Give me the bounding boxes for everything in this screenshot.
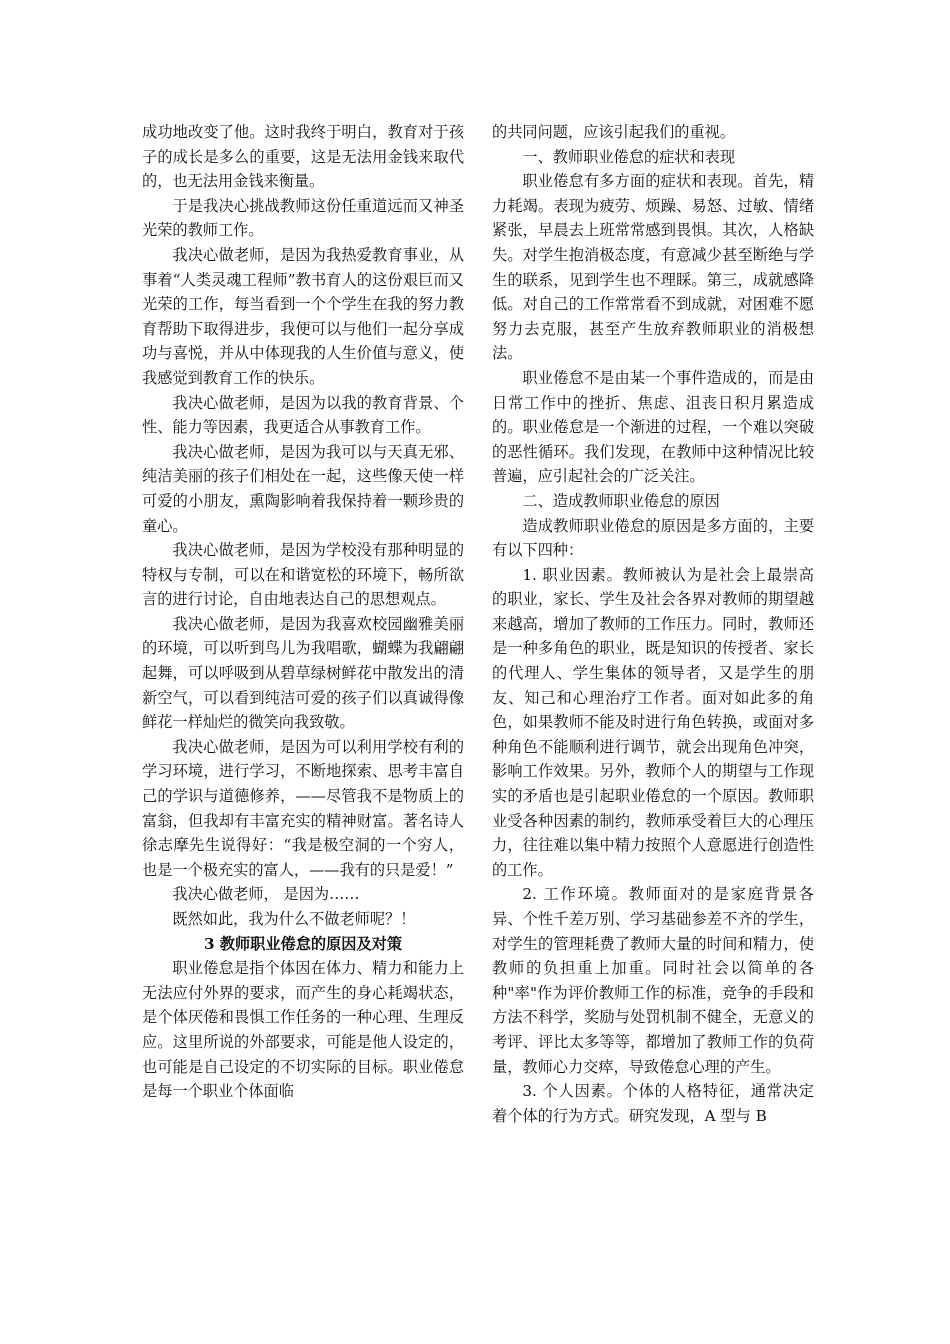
paragraph: 3. 个人因素。个体的人格特征，通常决定着个体的行为方式。研究发现，A 型与 B [492, 1082, 814, 1125]
paragraph: 我决心做老师，是因为我喜欢校园幽雅美丽的环境，可以听到鸟儿为我唱歌，蝴蝶为我翩翩起舞，可以呼吸到从碧草绿树鲜花中散发出的清新空气，可以看到纯洁可爱的孩子们以真诚得像鲜花一样灿烂的微笑向我致敬。 [142, 614, 464, 732]
paragraph: 我决心做老师，是因为以我的教育背景、个性、能力等因素，我更适合从事教育工作。 [142, 393, 464, 437]
paragraph: 既然如此，我为什么不做老师呢？！ [172, 910, 416, 928]
paragraph: 我决心做老师，是因为我可以与天真无邪、纯洁美丽的孩子们相处在一起，这些像天使一样可爱的小朋友，熏陶影响着我保持着一颗珍贵的童心。 [142, 442, 464, 535]
subsection-title: 二、造成教师职业倦怠的原因 [522, 491, 720, 510]
right-column [492, 120, 814, 1128]
subsection-title: 一、教师职业倦怠的症状和表现 [522, 147, 736, 166]
left-column [142, 120, 464, 1104]
paragraph: 造成教师职业倦怠的原因是多方面的，主要有以下四种： [492, 516, 814, 560]
paragraph: 我决心做老师，是因为我热爱教育事业，从事着“人类灵魂工程师”教书育人的这份艰巨而又光荣的工作，每当看到一个个学生在我的努力教育帮助下取得进步，我便可以与他们一起分享成功与喜悦，并从中体现我的人生价值与意义，使我感觉到教育工作的快乐。 [142, 245, 464, 387]
paragraph: 我决心做老师，是因为学校没有那种明显的特权与专制，可以在和谐宽松的环境下，畅所欲言的进行讨论，自由地表达自己的思想观点。 [142, 541, 464, 609]
section-heading: 3 教师职业倦怠的原因及对策 [203, 934, 403, 953]
paragraph: 职业倦怠不是由某一个事件造成的，而是由日常工作中的挫折、焦虑、沮丧日积月累造成的。职业倦怠是一个渐进的过程，一个难以突破的恶性循环。我们发现，在教师中这种情况比较普遍，应引起社会的广泛关注。 [492, 368, 814, 486]
paragraph: 职业倦怠是指个体因在体力、精力和能力上无法应付外界的要求，而产生的身心耗竭状态，是个体厌倦和畏惧工作任务的一种心理、生理反应。这里所说的外部要求，可能是他人设定的，也可能是自己设定的不切实际的目标。职业倦怠是每一个职业个体面临 [142, 959, 464, 1101]
paragraph: 的共同问题，应该引起我们的重视。 [492, 123, 735, 141]
paragraph: 我决心做老师，是因为可以利用学校有利的学习环境，进行学习，不断地探索、思考丰富自己的学识与道德修养，——尽管我不是物质上的富翁，但我却有丰富充实的精神财富。著名诗人徐志摩先生说得好：“我是极空洞的一个穷人，也是一个极充实的富人，——我有的只是爱！” [142, 737, 464, 879]
paragraph: 成功地改变了他。这时我终于明白，教育对于孩子的成长是多么的重要，这是无法用金钱来取代的，也无法用金钱来衡量。 [142, 123, 464, 191]
paragraph: 我决心做老师， 是因为…… [172, 885, 360, 904]
paragraph: 于是我决心挑战教师这份任重道远而又神圣光荣的教师工作。 [142, 196, 464, 240]
paragraph: 职业倦怠有多方面的症状和表现。首先，精力耗竭。表现为疲劳、烦躁、易怒、过敏、情绪紧张，早晨去上班常常感到畏惧。其次，人格缺失。对学生抱消极态度，有意减少甚至断绝与学生的联系，见到学生也不理睬。第三，成就感降低。对自己的工作常常看不到成就，对困难不愿努力去克服，甚至产生放弃教师职业的消极想法。 [492, 172, 814, 363]
paragraph: 1. 职业因素。教师被认为是社会上最崇高的职业，家长、学生及社会各界对教师的期望越来越高，增加了教师的工作压力。同时，教师还是一种多角色的职业，既是知识的传授者、家长的代理人、学生集体的领导者，又是学生的朋友、知己和心理治疗工作者。面对如此多的角色，如果教师不能及时进行角色转换，或面对多种角色不能顺利进行调节，就会出现角色冲突，影响工作效果。另外，教师个人的期望与工作现实的矛盾也是引起职业倦怠的一个原因。教师职业受各种因素的制约，教师承受着巨大的心理压力，往往难以集中精力按照个人意愿进行创造性的工作。 [492, 565, 814, 879]
paragraph: 2. 工作环境。教师面对的是家庭背景各异、个性千差万别、学习基础参差不齐的学生，对学生的管理耗费了教师大量的时间和精力，使教师的负担重上加重。同时社会以简单的各种"率"作为评价教师工作的标准，竞争的手段和方法不科学，奖励与处罚机制不健全，无意义的考评、评比太多等等，都增加了教师工作的负荷量，教师心力交瘁，导致倦怠心理的产生。 [492, 885, 814, 1076]
